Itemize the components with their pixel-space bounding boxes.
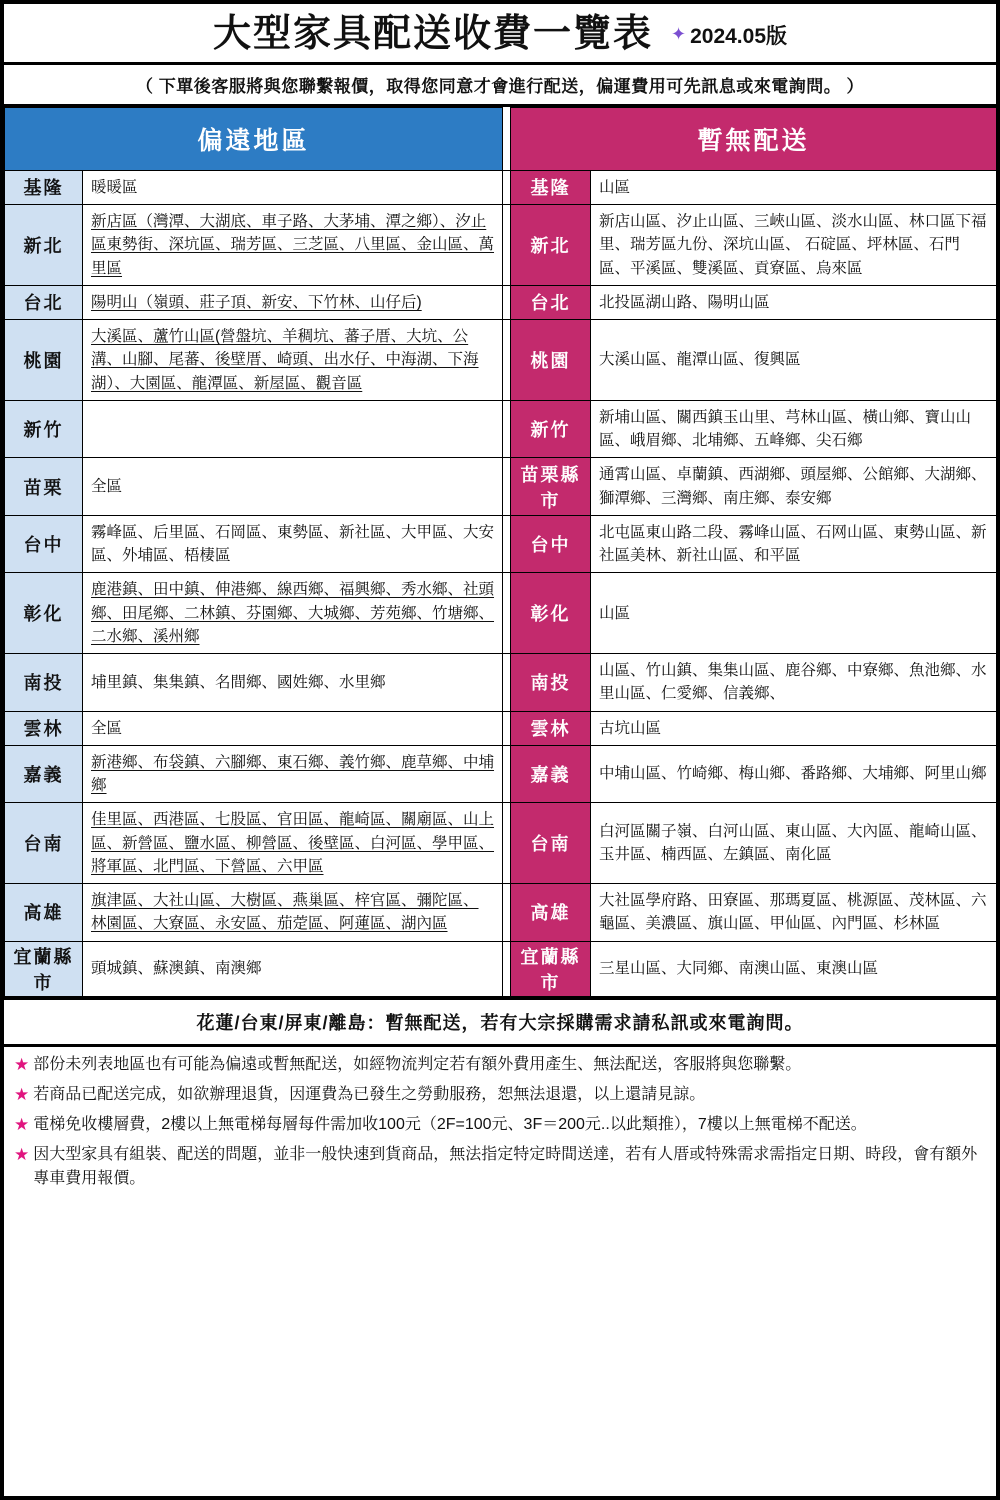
- row-gap: [503, 745, 511, 803]
- table-row: [5, 285, 997, 319]
- row-remote-value: 新店區（灣潭、大湖底、車子路、大茅埔、潭之鄉）、汐止區東勢街、深坑區、瑞芳區、三芝區、八里區、金山區、萬里區: [83, 205, 503, 286]
- star-icon: ★: [14, 1084, 30, 1104]
- note-text: 因大型家具有組裝、配送的問題，並非一般快速到貨商品，無法指定特定時間送達，若有人厝或特殊需求需指定日期、時段，會有額外專車費用報價。: [33, 1145, 978, 1187]
- row-region-label-2: 台南: [511, 803, 591, 884]
- row-region-label-2: 新北: [511, 205, 591, 286]
- row-nodelivery-value: 新店山區、汐止山區、三峽山區、淡水山區、林口區下福里、瑞芳區九份、深坑山區、 石碇區、坪林區、石門區、平溪區、雙溪區、貢寮區、烏來區: [591, 205, 997, 286]
- row-gap: [503, 320, 511, 401]
- header-remote: 偏遠地區: [5, 107, 503, 170]
- star-icon: ★: [14, 1114, 30, 1134]
- row-nodelivery-value: 古坑山區: [591, 711, 997, 745]
- row-region-label: 高雄: [5, 884, 83, 942]
- star-icon: ★: [14, 1144, 30, 1164]
- row-region-label: 新竹: [5, 400, 83, 458]
- row-nodelivery-value: 白河區關子嶺、白河山區、東山區、大內區、龍崎山區、玉井區、楠西區、左鎮區、南化區: [591, 803, 997, 884]
- row-region-label-2: 彰化: [511, 573, 591, 654]
- row-region-label-2: 台中: [511, 515, 591, 573]
- row-nodelivery-value: 大溪山區、龍潭山區、復興區: [591, 320, 997, 401]
- row-region-label: 南投: [5, 654, 83, 712]
- row-region-label-2: 南投: [511, 654, 591, 712]
- table-row: [5, 170, 997, 204]
- note-item: [14, 1113, 986, 1137]
- row-remote-value: 陽明山（嶺頭、莊子頂、新安、下竹林、山仔后): [83, 285, 503, 319]
- table-header-row: [5, 107, 997, 170]
- header-nodelivery: 暫無配送: [511, 107, 997, 170]
- row-gap: [503, 285, 511, 319]
- table-row: [5, 573, 997, 654]
- row-remote-value: 旗津區、大社山區、大樹區、燕巢區、梓官區、彌陀區、 林園區、大寮區、永安區、茄萣區、阿蓮區、湖內區: [83, 884, 503, 942]
- row-nodelivery-value: 山區: [591, 573, 997, 654]
- row-remote-value: 霧峰區、后里區、石岡區、東勢區、新社區、大甲區、大安區、外埔區、梧棲區: [83, 515, 503, 573]
- island-note: 花蓮/台東/屏東/離島：暫無配送，若有大宗採購需求請私訊或來電詢問。: [4, 997, 996, 1047]
- row-remote-value: 埔里鎮、集集鎮、名間鄉、國姓鄉、水里鄉: [83, 654, 503, 712]
- row-region-label-2: 桃園: [511, 320, 591, 401]
- table-row: [5, 803, 997, 884]
- row-remote-value: 鹿港鎮、田中鎮、伸港鄉、線西鄉、福興鄉、秀水鄉、社頭鄉、田尾鄉、二林鎮、芬園鄉、大城鄉、芳苑鄉、竹塘鄉、二水鄉、溪州鄉: [83, 573, 503, 654]
- row-nodelivery-value: 大社區學府路、田寮區、那瑪夏區、桃源區、茂林區、六龜區、美濃區、旗山區、甲仙區、內門區、杉林區: [591, 884, 997, 942]
- table-row: [5, 941, 997, 996]
- row-gap: [503, 654, 511, 712]
- notes-section: [4, 1047, 996, 1496]
- row-nodelivery-value: 山區、竹山鎮、集集山區、鹿谷鄉、中寮鄉、魚池鄉、水里山區、仁愛鄉、信義鄉、: [591, 654, 997, 712]
- row-region-label: 彰化: [5, 573, 83, 654]
- row-region-label: 台南: [5, 803, 83, 884]
- row-region-label-2: 新竹: [511, 400, 591, 458]
- row-region-label-2: 台北: [511, 285, 591, 319]
- row-region-label: 宜蘭縣市: [5, 941, 83, 996]
- note-item: [14, 1053, 986, 1077]
- row-nodelivery-value: 三星山區、大同鄉、南澳山區、東澳山區: [591, 941, 997, 996]
- note-text: 部份未列表地區也有可能為偏遠或暫無配送，如經物流判定若有額外費用產生、無法配送，客服將與您聯繫。: [33, 1055, 802, 1073]
- row-gap: [503, 400, 511, 458]
- table-row: [5, 515, 997, 573]
- row-region-label: 苗栗: [5, 458, 83, 516]
- row-region-label: 雲林: [5, 711, 83, 745]
- row-nodelivery-value: 北屯區東山路二段、霧峰山區、石网山區、東勢山區、新社區美林、新社山區、和平區: [591, 515, 997, 573]
- note-text: 電梯免收樓層費，2樓以上無電梯每層每件需加收100元（2F=100元、3F＝200元..以此類推），7樓以上無電梯不配送。: [33, 1115, 867, 1133]
- row-nodelivery-value: 中埔山區、竹崎鄉、梅山鄉、番路鄉、大埔鄉、阿里山鄉: [591, 745, 997, 803]
- header-gap: [503, 107, 511, 170]
- star-icon: ★: [14, 1054, 30, 1074]
- row-remote-value: 頭城鎮、蘇澳鎮、南澳鄉: [83, 941, 503, 996]
- table-row: [5, 711, 997, 745]
- row-gap: [503, 573, 511, 654]
- row-remote-value: 佳里區、西港區、七股區、官田區、龍崎區、關廟區、山上區、新營區、鹽水區、柳營區、後壁區、白河區、學甲區、將軍區、北門區、下營區、六甲區: [83, 803, 503, 884]
- table-row: [5, 745, 997, 803]
- row-region-label-2: 高雄: [511, 884, 591, 942]
- row-nodelivery-value: 通霄山區、卓蘭鎮、西湖鄉、頭屋鄉、公館鄉、大湖鄉、獅潭鄉、三灣鄉、南庄鄉、泰安鄉: [591, 458, 997, 516]
- row-region-label: 台北: [5, 285, 83, 319]
- row-nodelivery-value: 新埔山區、關西鎮玉山里、芎林山區、橫山鄉、寶山山區、峨眉鄉、北埔鄉、五峰鄉、尖石鄉: [591, 400, 997, 458]
- table-row: [5, 654, 997, 712]
- version-badge: [671, 20, 787, 50]
- note-item: [14, 1143, 986, 1191]
- row-region-label-2: 雲林: [511, 711, 591, 745]
- row-gap: [503, 884, 511, 942]
- row-remote-value: [83, 400, 503, 458]
- version-label: 2024.05版: [690, 24, 788, 48]
- row-region-label-2: 基隆: [511, 170, 591, 204]
- row-gap: [503, 205, 511, 286]
- row-remote-value: 暖暖區: [83, 170, 503, 204]
- row-region-label-2: 宜蘭縣市: [511, 941, 591, 996]
- note-item: [14, 1083, 986, 1107]
- row-gap: [503, 711, 511, 745]
- row-region-label: 新北: [5, 205, 83, 286]
- row-gap: [503, 515, 511, 573]
- table-row: [5, 884, 997, 942]
- table-row: [5, 400, 997, 458]
- row-gap: [503, 803, 511, 884]
- row-region-label: 嘉義: [5, 745, 83, 803]
- delivery-table: [4, 107, 997, 997]
- row-remote-value: 大溪區、蘆竹山區(營盤坑、羊稠坑、蕃子厝、大坑、公溝、山腳、尾蕃、後壁厝、崎頭、出水仔、中海湖、下海湖）、大園區、龍潭區、新屋區、觀音區: [83, 320, 503, 401]
- row-region-label: 台中: [5, 515, 83, 573]
- page-title: 大型家具配送收費一覽表: [212, 13, 653, 55]
- table-row: [5, 320, 997, 401]
- row-remote-value: 全區: [83, 711, 503, 745]
- row-region-label: 桃園: [5, 320, 83, 401]
- row-gap: [503, 458, 511, 516]
- diamond-icon: ✦: [671, 24, 687, 45]
- table-row: [5, 458, 997, 516]
- row-gap: [503, 170, 511, 204]
- row-nodelivery-value: 北投區湖山路、陽明山區: [591, 285, 997, 319]
- table-row: [5, 205, 997, 286]
- row-region-label: 基隆: [5, 170, 83, 204]
- row-region-label-2: 苗栗縣市: [511, 458, 591, 516]
- row-remote-value: 全區: [83, 458, 503, 516]
- note-text: 若商品已配送完成，如欲辦理退貨，因運費為已發生之勞動服務，恕無法退還，以上還請見諒。: [33, 1085, 706, 1103]
- row-gap: [503, 941, 511, 996]
- row-remote-value: 新港鄉、布袋鎮、六腳鄉、東石鄉、義竹鄉、鹿草鄉、中埔鄉: [83, 745, 503, 803]
- row-nodelivery-value: 山區: [591, 170, 997, 204]
- row-region-label-2: 嘉義: [511, 745, 591, 803]
- title-bar: [4, 4, 996, 62]
- notice-bar: （ 下單後客服將與您聯繫報價，取得您同意才會進行配送，偏運費用可先訊息或來電詢問。 ）: [4, 62, 996, 107]
